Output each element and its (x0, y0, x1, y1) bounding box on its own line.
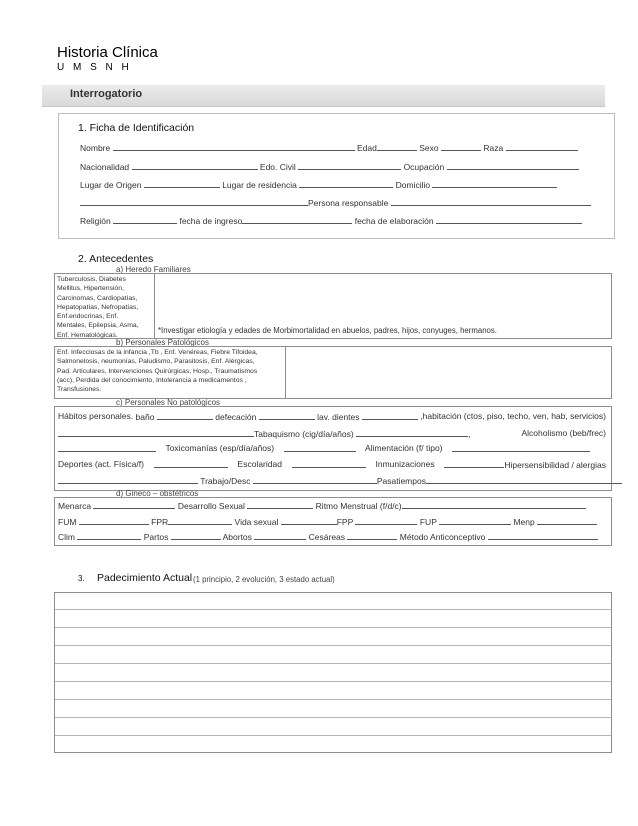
label-edad: Edad (356, 143, 377, 153)
np-row-5: Trabajo/Desc Pasatiempos (58, 475, 622, 486)
heredo-label: a) Heredo Familiares (116, 265, 191, 274)
field-vida-sexual[interactable] (281, 516, 337, 525)
banner-label: Interrogatorio (70, 88, 143, 100)
field-fpp[interactable] (355, 516, 417, 525)
field-ritmo-menstrual[interactable] (402, 500, 586, 509)
field-nombre[interactable] (113, 142, 355, 151)
document-subtitle: U M S N H (57, 62, 132, 73)
field-deportes[interactable] (154, 459, 228, 468)
label-domicilio: Domicilio (395, 180, 431, 190)
gineco-row-3: Clim Partos Abortos Cesáreas Método Anticonceptivo (58, 531, 598, 542)
np-row-3: Toxicomanías (esp/día/años) Alimentación (f/ tipo) (58, 443, 590, 453)
ficha-row-4 (80, 197, 591, 208)
field-fecha-ingreso[interactable] (242, 215, 352, 224)
field-escolaridad[interactable] (292, 459, 366, 468)
field-ocupacion[interactable] (447, 161, 579, 170)
ficha-row-5 (80, 215, 582, 226)
field-lugar-residencia[interactable] (299, 179, 393, 188)
field-inmunizaciones[interactable] (444, 459, 504, 468)
patologicos-label: b) Personales Patológicos (116, 338, 209, 347)
field-menp[interactable] (537, 516, 597, 525)
heredo-list: Tuberculosis, Diabetes Mellitus, Hipertensión, Carcinomas, Cardiopatías, Hepatopatías, Nefropatías, Enf.endocrinas, Enf. Mentales, Epilepsia, Asma, Enf. Hematológicas. (57, 276, 139, 339)
section-banner (42, 85, 605, 107)
label-sexo: Sexo (419, 143, 439, 153)
label-nacionalidad: Nacionalidad (80, 162, 130, 172)
padecimiento-textarea[interactable] (54, 592, 612, 753)
ficha-heading: 1. Ficha de Identificación (78, 122, 195, 134)
no-patologicos-label: c) Personales No patológicos (116, 398, 221, 407)
gineco-row-2: FUM FPR Vida sexual FPP FUP Menp (58, 516, 597, 527)
field-religion[interactable] (113, 215, 177, 224)
document-title: Historia Clínica (57, 44, 158, 61)
label-raza: Raza (483, 143, 504, 153)
field-hipersensibilidad[interactable] (58, 475, 198, 484)
field-desarrollo-sexual[interactable] (247, 500, 313, 509)
field-sexo[interactable] (441, 142, 481, 151)
field-raza[interactable] (506, 142, 578, 151)
field-lugar-origen[interactable] (144, 179, 220, 188)
patologicos-list: Enf. Infecciosas de la infancia ,Tb , Enf. Venéreas, Fiebre Tifoidea, Salmonelosis, neumonías, Paludismo, Parasitosis, Enf. Alérgicas, Pad. Articulares, Intervenciones Quirúrgicas, Hosp., Traumatismos (acc), Perdida del conocimiento, Intolerancia a medicamentos , Transfusiones. (57, 349, 258, 394)
field-defecacion[interactable] (259, 411, 315, 420)
field-partos[interactable] (171, 531, 221, 540)
label-fecha-ingreso: fecha de ingreso (179, 216, 243, 226)
field-trabajo[interactable] (253, 475, 377, 484)
field-habitacion[interactable] (58, 428, 254, 437)
label-religion: Religión (80, 216, 111, 226)
antecedentes-heading: 2. Antecedentes (78, 253, 154, 265)
ficha-row-1 (80, 142, 578, 153)
field-tabaquismo[interactable] (356, 428, 468, 437)
label-persona-responsable: Persona responsable (308, 198, 389, 208)
label-fecha-elaboracion: fecha de elaboración (354, 216, 434, 226)
field-pasatiempos[interactable] (426, 475, 622, 484)
ficha-row-3 (80, 179, 557, 190)
label-lugar-origen: Lugar de Origen (80, 180, 142, 190)
field-toxicomanias[interactable] (284, 443, 356, 452)
gineco-row-1: Menarca Desarrollo Sexual Ritmo Menstrual (f/d/c) (58, 500, 586, 511)
field-persona-responsable[interactable] (391, 197, 591, 206)
field-edo-civil[interactable] (298, 161, 401, 170)
gineco-label: d) Gineco – obstétricos (116, 489, 199, 498)
np-row-4: Deportes (act. Física/f) Escolaridad Inmunizaciones Hipersensibilidad / alergias (58, 459, 606, 470)
label-edo-civil: Edo. Civil (259, 162, 296, 172)
field-domicilio[interactable] (432, 179, 557, 188)
field-responsable-nombre[interactable] (80, 197, 308, 206)
field-fecha-elaboracion[interactable] (436, 215, 582, 224)
field-clim[interactable] (77, 531, 141, 540)
padecimiento-hint: (1 principio, 2 evolución, 3 estado actual) (193, 575, 335, 584)
label-nombre: Nombre (80, 143, 111, 153)
field-menarca[interactable] (93, 500, 175, 509)
field-fpr[interactable] (168, 516, 232, 525)
field-alimentacion[interactable] (452, 443, 590, 452)
field-nacionalidad[interactable] (132, 161, 258, 170)
np-row-2: Tabaquismo (cig/día/años) , Alcoholismo (beb/frec) (58, 428, 606, 439)
field-alcoholismo[interactable] (58, 443, 156, 452)
np-row-1: Hábitos personales. baño defecación lav. dientes ,habitación (ctos, piso, techo, ven, hab, servicios) (58, 411, 606, 422)
field-fum[interactable] (79, 516, 149, 525)
field-metodo-anticonceptivo[interactable] (488, 531, 598, 540)
field-cesareas[interactable] (347, 531, 397, 540)
heredo-note: *Investigar etiología y edades de Morbimortalidad en abuelos, padres, hijos, conyuges, hermanos. (158, 326, 497, 335)
padecimiento-heading: Padecimiento Actual (97, 572, 193, 584)
field-abortos[interactable] (254, 531, 306, 540)
label-lugar-residencia: Lugar de residencia (222, 180, 297, 190)
padecimiento-number: 3. (78, 574, 85, 583)
field-bano[interactable] (157, 411, 213, 420)
field-lav-dientes[interactable] (362, 411, 418, 420)
field-fup[interactable] (439, 516, 511, 525)
field-edad[interactable] (377, 142, 417, 151)
ficha-row-2 (80, 161, 579, 172)
label-ocupacion: Ocupación (403, 162, 445, 172)
